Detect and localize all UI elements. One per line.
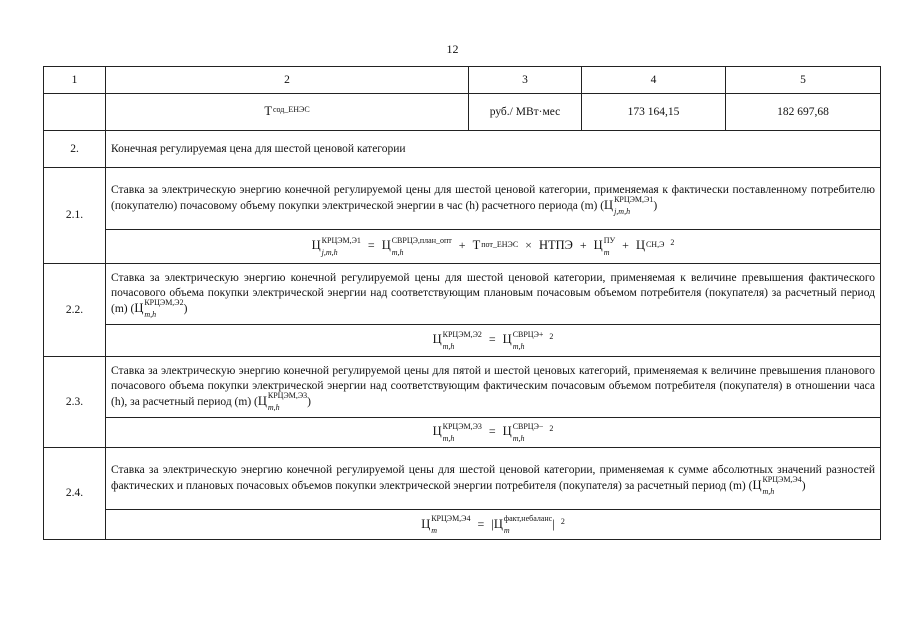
inline-close: ) — [183, 302, 188, 315]
f-lhs: Ц — [311, 238, 321, 253]
f-term-d-sup: ПУ — [603, 235, 616, 245]
item-row-2-4 — [44, 448, 881, 510]
header-row — [44, 67, 881, 94]
f-term-a-sup: СВРЦЭ+ — [512, 329, 544, 339]
item-row-2-2 — [44, 264, 881, 325]
f-footnote: 2 — [549, 424, 554, 434]
item-number: 2.1. — [44, 168, 106, 264]
symbol-t: Т — [264, 104, 272, 118]
f-lhs-sub: m,h — [442, 433, 455, 443]
header-cell-4: 4 — [582, 67, 726, 94]
inline-sub: m,h — [762, 487, 775, 497]
inline-sub: m,h — [267, 403, 280, 413]
f-term-a: Ц — [502, 332, 512, 347]
f-lhs-sub: j,m,h — [321, 247, 338, 257]
f-term-a-sup: СВРЦЭ,план_опт — [391, 235, 452, 245]
f-lhs-sup: КРЦЭМ,Э3 — [442, 421, 482, 431]
description-text: Ставка за электрическую энергию конечной регулируемой цены для шестой ценовой категории, применяемая к сумме абсолютных значений разностей фактических и плановых почасовых объемов покупки электрической энергии потребителя (покупателя) за расчетный период (m) ( — [111, 463, 875, 492]
f-eq: = — [488, 424, 496, 439]
f-term-a-sub: m — [503, 526, 510, 536]
f-term-a: Ц — [502, 424, 512, 439]
f-term-d: Ц — [593, 238, 603, 253]
unit-cell: руб./ МВт·мес — [469, 94, 582, 131]
inline-close: ) — [307, 395, 311, 408]
f-times: × — [525, 238, 532, 253]
section-title: Конечная регулируемая цена для шестой ценовой категории — [106, 131, 881, 168]
inline-symbol: Ц — [257, 393, 267, 408]
value-cell-5: 182 697,68 — [726, 94, 881, 131]
item-description — [106, 448, 881, 510]
header-cell-3: 3 — [469, 67, 582, 94]
table-row — [44, 94, 881, 131]
f-term-a-sub: m,h — [512, 341, 525, 351]
f-term-b-sup: пот_ЕНЭС — [481, 239, 519, 249]
inline-close: ) — [801, 479, 806, 492]
f-plus-3: + — [622, 238, 629, 253]
f-footnote: 2 — [560, 516, 565, 526]
description-text: Ставка за электрическую энергию конечной регулируемой цены для шестой ценовой категории, применяемая к величине превышения фактического почасового объема покупки электрической энергии над соответствующим плановым почасовым объемом потребителя (покупателя) за расчетный период (m) ( — [111, 271, 875, 315]
f-term-c: НТПЭ — [538, 238, 573, 253]
f-term-e-sup: СН,Э — [645, 239, 665, 249]
inline-sup: КРЦЭМ,Э4 — [762, 475, 802, 485]
inline-close: ) — [653, 199, 658, 212]
section-row — [44, 131, 881, 168]
inline-sub: j,m,h — [614, 207, 631, 217]
tariff-symbol — [106, 94, 469, 131]
inline-sup: КРЦЭМ,Э3 — [267, 391, 308, 401]
inline-symbol: Ц — [752, 477, 762, 492]
header-cell-5: 5 — [726, 67, 881, 94]
f-lhs-sup: КРЦЭМ,Э1 — [321, 235, 361, 245]
row-number-empty — [44, 94, 106, 131]
item-description — [106, 168, 881, 230]
f-lhs-sub: m,h — [442, 341, 455, 351]
f-plus-2: + — [579, 238, 587, 253]
formula-row-2-2 — [44, 325, 881, 357]
inline-symbol: Ц — [134, 300, 144, 315]
item-number: 2.4. — [44, 448, 106, 540]
f-term-a: Ц — [493, 516, 503, 531]
f-eq: = — [488, 332, 496, 347]
f-term-a-sup: факт,небаланс — [503, 514, 553, 524]
symbol-sup: сод_ЕНЭС — [272, 105, 310, 115]
item-number: 2.3. — [44, 357, 106, 448]
formula — [106, 230, 881, 264]
tariff-table — [43, 66, 881, 540]
formula-row-2-1 — [44, 230, 881, 264]
header-cell-1: 1 — [44, 67, 106, 94]
f-term-d-sub: m — [603, 247, 610, 257]
item-row-2-3 — [44, 357, 881, 418]
f-footnote: 2 — [670, 238, 675, 248]
section-number: 2. — [44, 131, 106, 168]
formula — [106, 418, 881, 448]
inline-sup: КРЦЭМ,Э2 — [144, 298, 184, 308]
f-term-a-sup: СВРЦЭ− — [512, 421, 544, 431]
item-number: 2.2. — [44, 264, 106, 357]
f-lhs: Ц — [421, 516, 431, 531]
f-lhs-sub: m — [431, 526, 437, 536]
inline-sup: КРЦЭМ,Э1 — [614, 195, 654, 205]
description-text: Ставка за электрическую энергию конечной регулируемой цены для шестой ценовой категории, применяемая к фактически поставленному потребителю (покупателю) почасовому объему покупки электрической энергии в час (h) расчетного периода (m) ( — [111, 183, 875, 212]
item-description — [106, 357, 881, 418]
f-footnote: 2 — [549, 332, 554, 342]
f-term-b: Т — [472, 238, 481, 253]
item-row-2-1 — [44, 168, 881, 230]
f-abs-right: | — [552, 515, 555, 531]
header-cell-2: 2 — [106, 67, 469, 94]
f-lhs-sup: КРЦЭМ,Э4 — [431, 514, 471, 524]
f-lhs-sup: КРЦЭМ,Э2 — [442, 329, 482, 339]
item-description — [106, 264, 881, 325]
f-plus: + — [458, 238, 466, 253]
value-cell-4: 173 164,15 — [582, 94, 726, 131]
formula-row-2-3 — [44, 418, 881, 448]
f-lhs: Ц — [432, 424, 442, 439]
f-term-a-sub: m,h — [391, 247, 404, 257]
f-eq: = — [367, 238, 375, 253]
formula — [106, 325, 881, 357]
formula — [106, 510, 881, 540]
description-text: Ставка за электрическую энергию конечной регулируемой цены для пятой и шестой ценовых категорий, применяемая к величине превышения планового почасового объема покупки электрической энергии над соответствующим фактическим почасовым объемом потребителя (покупателя) в отношении часа (h), за расчетный период (m) ( — [111, 364, 875, 408]
f-lhs: Ц — [432, 332, 442, 347]
formula-row-2-4 — [44, 510, 881, 540]
inline-sub: m,h — [144, 310, 157, 320]
page-number: 12 — [446, 42, 459, 56]
f-term-a-sub: m,h — [512, 433, 525, 443]
f-term-e: Ц — [635, 238, 645, 253]
inline-symbol: Ц — [604, 197, 614, 212]
f-eq: = — [477, 516, 485, 531]
f-abs-left: | — [491, 515, 494, 531]
f-term-a: Ц — [381, 238, 391, 253]
